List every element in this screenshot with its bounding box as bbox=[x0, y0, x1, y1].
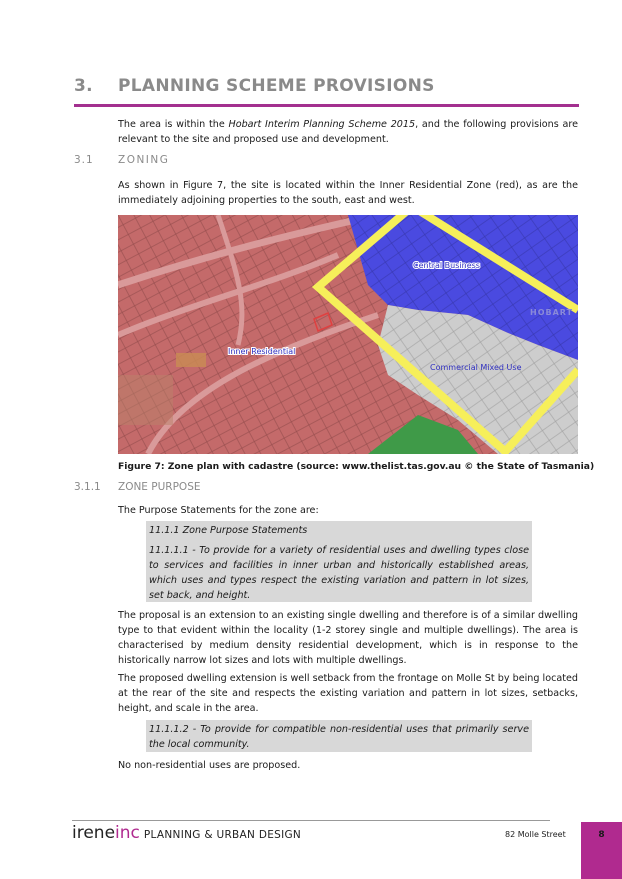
inner-residential-label: Inner Residential bbox=[228, 347, 296, 356]
intro-text-before: The area is within the bbox=[118, 119, 229, 130]
purpose-intro: The Purpose Statements for the zone are: bbox=[118, 505, 319, 516]
zone-purpose-heading bbox=[74, 481, 201, 493]
section-divider bbox=[74, 104, 579, 107]
section-number: 3. bbox=[74, 76, 93, 96]
intro-paragraph bbox=[118, 117, 578, 147]
hobart-label: HOBART bbox=[530, 308, 574, 317]
logo-tagline: PLANNING & URBAN DESIGN bbox=[143, 829, 302, 841]
zoning-number: 3.1 bbox=[74, 154, 94, 166]
purpose-quote-1 bbox=[146, 521, 532, 602]
purpose-quote-2: 11.1.1.2 - To provide for compatible non-residential uses that primarily serve the local community. bbox=[146, 720, 532, 752]
zoning-title: ZONING bbox=[118, 154, 170, 166]
logo-accent: inc bbox=[115, 823, 140, 843]
page-number: 8 bbox=[598, 830, 605, 840]
zoning-paragraph: As shown in Figure 7, the site is located within the Inner Residential Zone (red), as are the immediately adjoining properties to the south, east and west. bbox=[118, 180, 578, 206]
company-logo bbox=[72, 823, 301, 843]
commercial-mixed-use-label: Commercial Mixed Use bbox=[430, 363, 522, 372]
quote-1-body: 11.1.1.1 - To provide for a variety of residential uses and dwelling types close to services and facilities in inner urban and historically established areas, which uses and types respect the existing variation and pattern in lot sizes, set back, and height. bbox=[149, 545, 529, 601]
proposal-paragraph-2: The proposed dwelling extension is well setback from the frontage on Molle St by being located at the rear of the site and respects the existing variation and pattern in lot sizes, setbacks, height, and scale in the area. bbox=[118, 673, 578, 714]
section-title: PLANNING SCHEME PROVISIONS bbox=[118, 76, 435, 96]
quote-1-heading: 11.1.1 Zone Purpose Statements bbox=[149, 525, 308, 536]
zone-map bbox=[118, 215, 578, 454]
footer-address: 82 Molle Street bbox=[505, 830, 566, 839]
scheme-name: Hobart Interim Planning Scheme 2015 bbox=[228, 119, 416, 130]
logo-main: irene bbox=[72, 823, 116, 843]
proposal-paragraph-3: No non-residential uses are proposed. bbox=[118, 760, 301, 771]
central-business-label: Central Business bbox=[413, 261, 480, 270]
footer-divider bbox=[72, 820, 550, 821]
zone-purpose-number: 3.1.1 bbox=[74, 481, 101, 493]
zone-purpose-title: ZONE PURPOSE bbox=[118, 481, 201, 493]
zoning-heading bbox=[74, 154, 169, 166]
intro-text-after: , and the following provisions are relevant to the site and proposed use and development. bbox=[118, 119, 579, 145]
section-heading bbox=[74, 76, 435, 96]
figure-caption: Figure 7: Zone plan with cadastre (source: www.thelist.tas.gov.au © the State of Tasmania) bbox=[118, 461, 595, 472]
proposal-paragraph-1: The proposal is an extension to an existing single dwelling and therefore is of a similar dwelling type to that evident within the locality (1-2 storey single and multiple dwellings). The area is characterised by medium density residential development, which is in response to the historically narrow lot sizes and lots with multiple dwellings. bbox=[118, 610, 578, 666]
